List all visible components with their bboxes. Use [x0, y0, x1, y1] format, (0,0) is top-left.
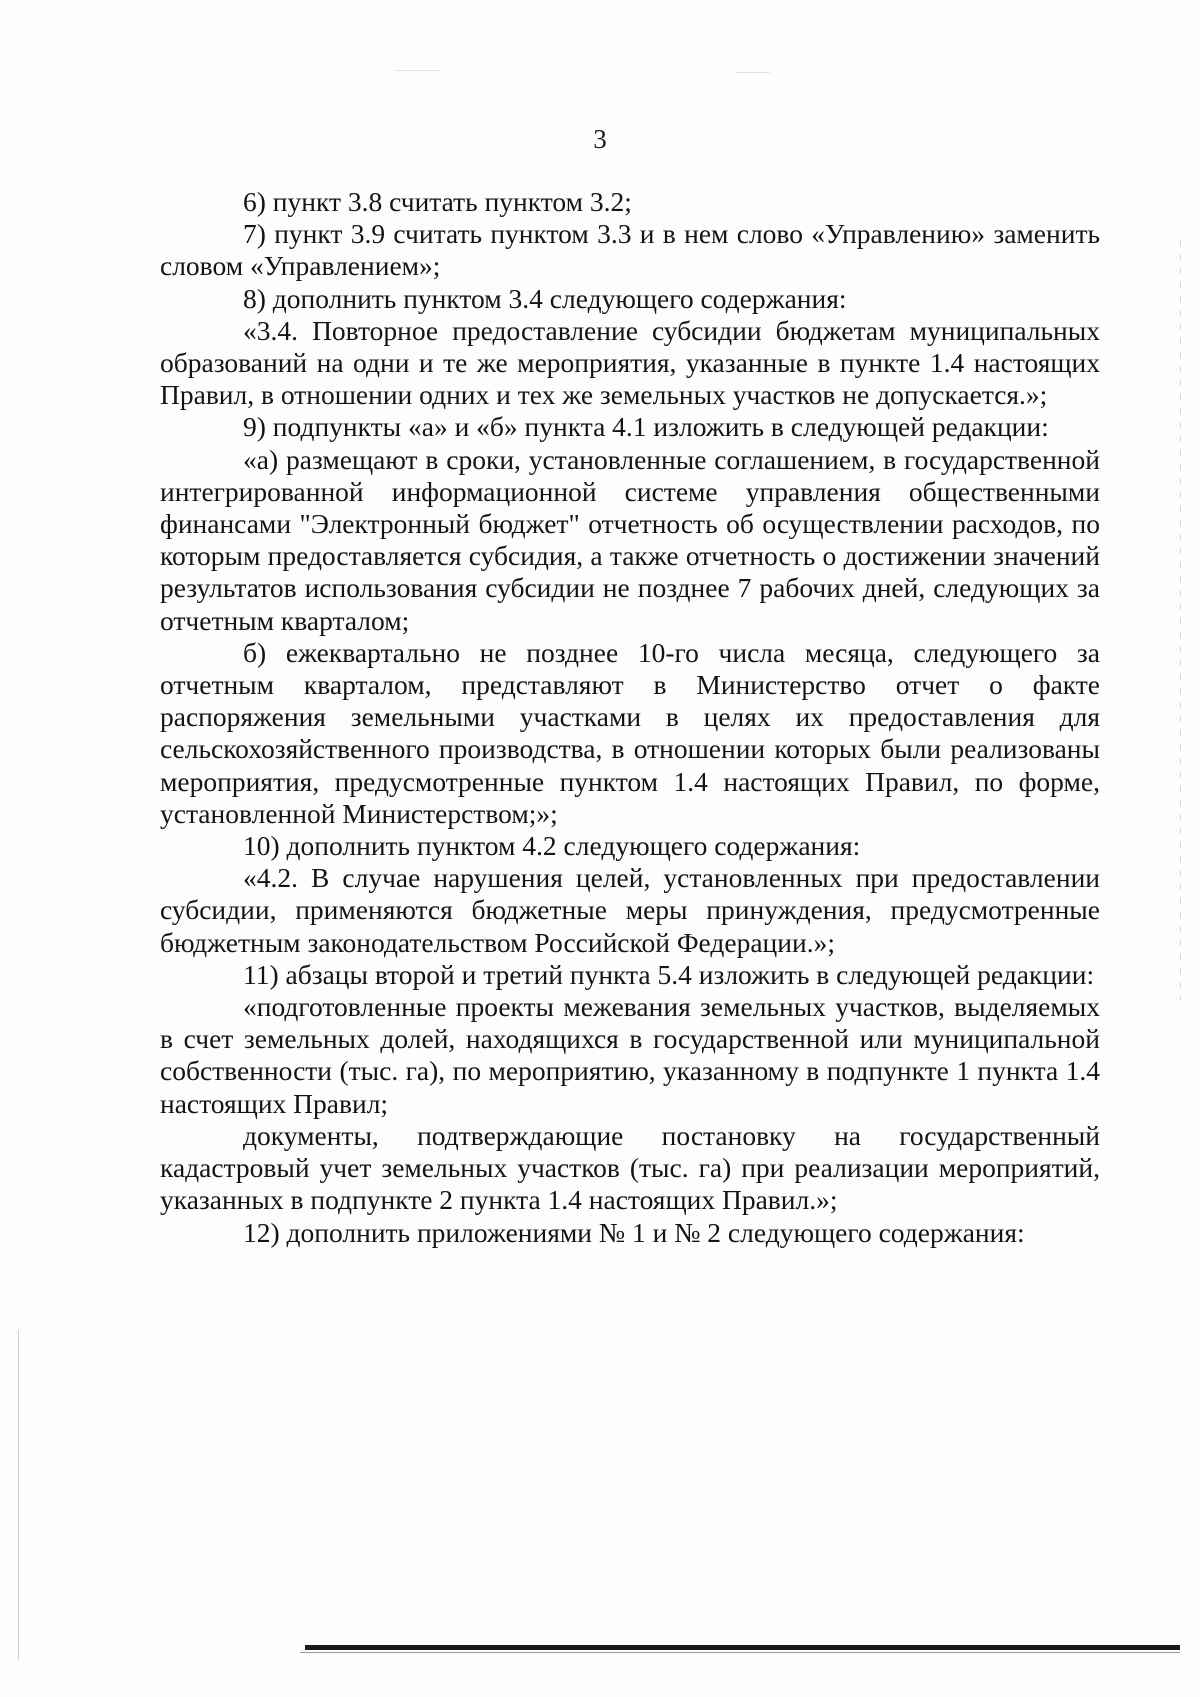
document-body — [160, 186, 1100, 1249]
scan-bottom-line — [300, 1652, 1180, 1653]
scan-edge-right — [1180, 240, 1181, 1000]
paragraph: «3.4. Повторное предоставление субсидии бюджетам муниципальных образований на одни и те же мероприятия, указанные в пункте 1.4 настоящих Правил, в отношении одних и тех же земельных участков не допускается.»; — [160, 314, 1100, 411]
paragraph: «4.2. В случае нарушения целей, установленных при предоставлении субсидии, применяются бюджетные меры принуждения, предусмотренные бюджетным законодательством Российской Федерации.»; — [160, 862, 1100, 958]
paragraph: 6) пункт 3.8 считать пунктом 3.2; — [243, 186, 632, 217]
paragraph: документы, подтверждающие постановку на государственный кадастровый учет земельных участков (тыс. га) при реализации мероприятий, указанных в подпункте 2 пункта 1.4 настоящих Правил.»; — [160, 1119, 1100, 1216]
scan-artifact — [735, 72, 770, 73]
paragraph: 8) дополнить пунктом 3.4 следующего содержания: — [243, 282, 847, 314]
paragraph: «а) размещают в сроки, установленные соглашением, в государственной интегрированной информационной системе управления общественными финансами "Электронный бюджет" отчетность об осуществлении расходов, по которым предоставляется субсидия, а также отчетность о достижении значений результатов использования субсидии не позднее 7 рабочих дней, следующих за отчетным кварталом; — [160, 443, 1100, 636]
paragraph: 11) абзацы второй и третий пункта 5.4 изложить в следующей редакции: — [243, 958, 1095, 990]
paragraph: 7) пункт 3.9 считать пунктом 3.3 и в нем слово «Управлению» заменить словом «Управлением»; — [160, 218, 1100, 282]
paragraph: 9) подпункты «а» и «б» пункта 4.1 изложить в следующей редакции: — [243, 411, 1049, 443]
scan-edge-left — [18, 1330, 19, 1660]
paragraph: б) ежеквартально не позднее 10-го числа месяца, следующего за отчетным кварталом, представляют в Министерство отчет о факте распоряжения земельными участками в целях их предоставления для сельскохозяйственного производства, в отношении которых были реализованы мероприятия, предусмотренные пунктом 1.4 настоящих Правил, по форме, установленной Министерством;»; — [160, 636, 1100, 829]
paragraph: «подготовленные проекты межевания земельных участков, выделяемых в счет земельных долей, находящихся в государственной или муниципальной собственности (тыс. га), по мероприятию, указанному в подпункте 1 пункта 1.4 настоящих Правил; — [160, 991, 1100, 1119]
paragraph: 12) дополнить приложениями № 1 и № 2 следующего содержания: — [243, 1216, 1025, 1248]
scan-artifact — [395, 70, 440, 71]
page-number: 3 — [593, 124, 607, 154]
paragraph: 10) дополнить пунктом 4.2 следующего содержания: — [243, 830, 861, 862]
scan-bottom-bar — [305, 1645, 1180, 1650]
